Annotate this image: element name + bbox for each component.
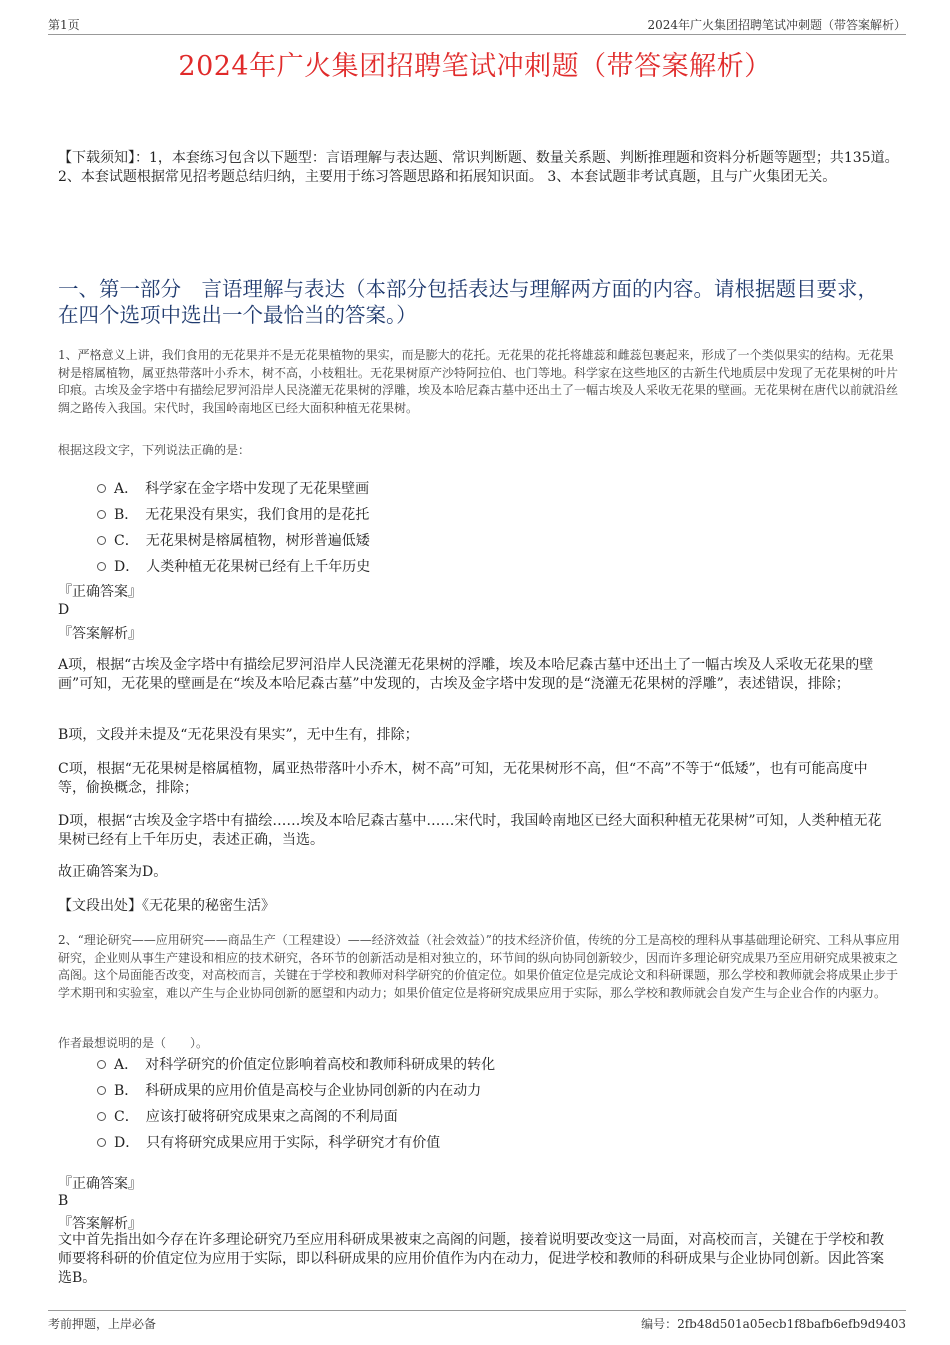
section-title: 一、第一部分 言语理解与表达（本部分包括表达与理解两方面的内容。请根据题目要求，在四个选项中选出一个最恰当的答案。） xyxy=(58,277,878,327)
q1-stem: 1、严格意义上讲，我们食用的无花果并不是无花果植物的果实，而是膨大的花托。无花果的花托将雄蕊和雌蕊包裹起来，形成了一个类似果实的结构。无花果树是榕属植物，属亚热带落叶小乔木，树不高，小枝粗壮。无花果树原产沙特阿拉伯、也门等地。科学家在这些地区的古新生代地质层中发现了无花果树的叶片印痕。古埃及金字塔中有描绘尼罗河沿岸人民浇灌无花果树的浮雕，埃及本哈尼森古墓中还出土了一幅古埃及人采收无花果的壁画。无花果树在唐代以前就沿丝绸之路传入我国。宋代时，我国岭南地区已经大面积种植无花果树。 xyxy=(58,348,899,415)
q2-option-a[interactable]: A． 对科学研究的价值定位影响着高校和教师科研成果的转化 xyxy=(96,1054,910,1080)
document-title: 2024年广火集团招聘笔试冲刺题（带答案解析） xyxy=(178,51,772,82)
page-header xyxy=(48,14,906,35)
footer-slogan: 考前押题，上岸必备 xyxy=(48,1317,157,1331)
q1-source: 【文段出处】《无花果的秘密生活》 xyxy=(58,898,275,914)
q1-question: 根据这段文字，下列说法正确的是： xyxy=(58,443,251,457)
q1-conclusion: 故正确答案为D。 xyxy=(58,864,168,880)
radio-button[interactable] xyxy=(97,536,106,545)
q1-option-a[interactable]: A． 科学家在金字塔中发现了无花果壁画 xyxy=(96,478,910,504)
q2-option-b[interactable]: B． 科研成果的应用价值是高校与企业协同创新的内在动力 xyxy=(96,1080,910,1106)
q2-answer-label: 『正确答案』 xyxy=(58,1176,142,1192)
radio-button[interactable] xyxy=(97,1060,106,1069)
radio-button[interactable] xyxy=(97,510,106,519)
q1-analysis-c: C项，根据“无花果树是榕属植物，属亚热带落叶小乔木，树不高”可知，无花果树形不高，但“不高”不等于“低矮”，也有可能高度中等，偷换概念，排除； xyxy=(58,761,868,796)
q2-option-d[interactable]: D． 只有将研究成果应用于实际，科学研究才有价值 xyxy=(96,1132,910,1158)
q1-answer-label: 『正确答案』 xyxy=(58,584,142,600)
page-number: 第1页 xyxy=(48,18,80,32)
q1-analysis-d: D项，根据“古埃及金字塔中有描绘……埃及本哈尼森古墓中……宋代时，我国岭南地区已经大面积种植无花果树”可知，人类种植无花果树已经有上千年历史，表述正确，当选。 xyxy=(58,813,882,848)
q1-option-b[interactable]: B． 无花果没有果实，我们食用的是花托 xyxy=(96,504,910,530)
q2-question: 作者最想说明的是（ ）。 xyxy=(58,1036,209,1050)
q2-option-c[interactable]: C． 应该打破将研究成果束之高阁的不利局面 xyxy=(96,1106,910,1132)
q2-analysis-label: 『答案解析』 xyxy=(58,1216,142,1232)
q2-stem: 2、“理论研究——应用研究——商品生产（工程建设）——经济效益（社会效益）”的技术经济价值，传统的分工是高校的理科从事基础理论研究、工科从事应用研究，企业则从事生产建设和相应的技术研究，各环节的创新活动是相对独立的，环节间的纵向协同创新较少，因而许多理论研究成果乃至应用研究成果被束之高阁。这个局面能否改变，对高校而言，关键在于学校和教师对科学研究的价值定位。如果价值定位是完成论文和科研课题，那么学校和教师就会将成果止步于学术期刊和实验室，难以产生与企业协同创新的愿望和内动力；如果价值定位是将研究成果应用于实际，那么学校和教师就会自发产生与企业合作的内驱力。 xyxy=(58,933,900,1000)
q1-analysis-label: 『答案解析』 xyxy=(58,626,142,642)
page-footer xyxy=(48,1310,906,1333)
q1-options xyxy=(96,478,910,582)
q1-option-c[interactable]: C． 无花果树是榕属植物，树形普遍低矮 xyxy=(96,530,910,556)
q1-analysis-a: A项，根据“古埃及金字塔中有描绘尼罗河沿岸人民浇灌无花果树的浮雕，埃及本哈尼森古墓中还出土了一幅古埃及人采收无花果的壁画”可知，无花果的壁画是在“埃及本哈尼森古墓”中发现的，古埃及金字塔中发现的是“浇灌无花果树的浮雕”，表述错误，排除； xyxy=(58,657,874,692)
footer-serial: 编号：2fb48d501a05ecb1f8bafb6efb9d9403 xyxy=(641,1317,906,1331)
q1-option-d[interactable]: D． 人类种植无花果树已经有上千年历史 xyxy=(96,556,910,582)
radio-button[interactable] xyxy=(97,562,106,571)
q1-analysis-b: B项，文段并未提及“无花果没有果实”，无中生有，排除； xyxy=(58,727,419,743)
radio-button[interactable] xyxy=(97,1112,106,1121)
radio-button[interactable] xyxy=(97,1086,106,1095)
q2-options xyxy=(96,1054,910,1158)
q1-answer: D xyxy=(58,602,70,618)
q2-answer: B xyxy=(58,1193,69,1209)
radio-button[interactable] xyxy=(97,484,106,493)
download-notice: 【下载须知】：1，本套练习包含以下题型：言语理解与表达题、常识判断题、数量关系题、判断推理题和资料分析题等题型；共135道。 2、本套试题根据常见招考题总结归纳，主要用于练习答题思路和拓展知识面。 3、本套试题非考试真题，且与广火集团无关。 xyxy=(58,150,899,185)
radio-button[interactable] xyxy=(97,1138,106,1147)
q2-analysis: 文中首先指出如今存在许多理论研究乃至应用科研成果被束之高阁的问题，接着说明要改变这一局面，对高校而言，关键在于学校和教师要将科研的价值定位为应用于实际，即以科研成果的应用价值作为内在动力，促进学校和教师的科研成果与企业协同创新。因此答案选B。 xyxy=(58,1232,884,1286)
header-doc-title: 2024年广火集团招聘笔试冲刺题（带答案解析） xyxy=(647,18,906,32)
